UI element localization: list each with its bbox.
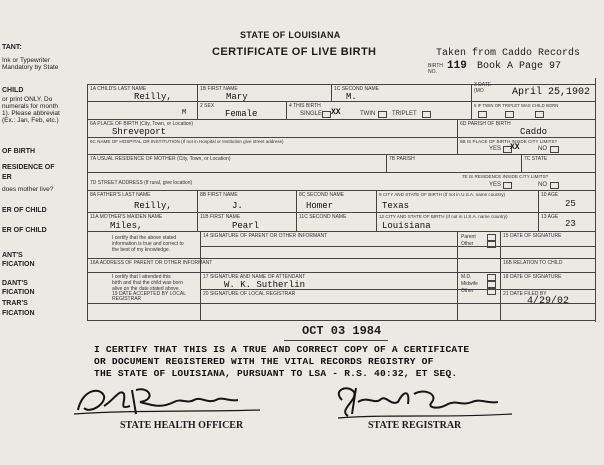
label-md: M.D. (461, 274, 472, 280)
mother-first-name: Pearl (232, 221, 260, 231)
rule (500, 231, 501, 320)
twin-box[interactable] (378, 111, 387, 118)
label-mother-second-name: 11C SECOND NAME (299, 214, 347, 220)
attend-line-2: birth and that the child was born (112, 280, 183, 286)
rule (197, 84, 198, 119)
rule (87, 119, 595, 120)
label-hospital: 6C NAME OF HOSPITAL OR INSTITUTION (If not in Hospital or Institution give street address) (90, 139, 284, 144)
date-stamp: OCT 03 1984 (302, 324, 382, 338)
label-twin-born: 5 IF TWIN OR TRIPLET WAS CHILD BORN (474, 103, 559, 108)
attendant-name: W. K. Sutherlin (224, 280, 306, 290)
rule (87, 231, 595, 232)
single-box[interactable] (322, 111, 331, 118)
city-no-box[interactable] (550, 146, 559, 153)
attend-line-1: I certify that I attended this (112, 274, 171, 280)
date-filed: 4/29/02 (527, 296, 570, 307)
health-officer-title: STATE HEALTH OFFICER (120, 420, 244, 431)
form-right-border (595, 78, 596, 322)
child-second-name: M. (346, 92, 357, 102)
margin-mother: ER OF CHILD (2, 227, 47, 234)
rule (538, 190, 539, 231)
label-mother-residence: 7A USUAL RESIDENCE OF MOTHER (City, Town, or Location) (90, 156, 231, 162)
birth-no-label: BIRTH NO. (428, 63, 443, 75)
label-informant-address: 16A ADDRESS OF PARENT OR OTHER INFORMANT (90, 260, 213, 266)
child-sex: Female (225, 109, 258, 119)
label-mother-first-name: 11B FIRST NAME (200, 214, 241, 220)
health-officer-signature (70, 380, 270, 422)
margin-important: TANT: (2, 44, 22, 51)
margin-er: ER (2, 174, 12, 181)
rule (200, 246, 595, 247)
label-parish-of-birth: 6D PARISH OF BIRTH (460, 121, 511, 127)
label-mother-birthplace: 12 CITY AND STATE OF BIRTH (If not in U.S.A. name country) (379, 214, 508, 219)
margin-registrar: TRAR'S (2, 300, 28, 307)
rule (87, 154, 595, 155)
label-parent: Parent (461, 234, 476, 240)
md-box[interactable] (487, 274, 496, 281)
mother-birthplace: Louisiana (382, 221, 431, 231)
label-res-no: NO (538, 182, 547, 188)
label-this-birth: 4 THIS BIRTH (289, 103, 321, 109)
label-date-filed: 21 DATE FILED BY (503, 291, 547, 297)
twin-third-box[interactable] (535, 111, 544, 118)
midwife-box[interactable] (487, 281, 496, 288)
father-age: 25 (565, 199, 576, 209)
other-box[interactable] (487, 241, 496, 248)
margin-attendant-fic: FICATION (2, 289, 35, 296)
margin-informant: ANT'S (2, 252, 23, 259)
label-father-age: 10 AGE (541, 192, 559, 198)
rule (471, 84, 472, 119)
label-other: Other (461, 241, 474, 247)
label-res-yes: YES (489, 182, 502, 188)
rule (87, 190, 595, 191)
child-first-name: Mary (226, 92, 248, 102)
margin-attendant: DANT'S (2, 280, 28, 287)
rule (521, 154, 522, 172)
rule (87, 303, 595, 304)
certify-line-2: information is true and correct to (112, 241, 184, 247)
city-limits-mark: XX (510, 143, 520, 152)
rule (286, 101, 287, 119)
label-other-attendant: Other (461, 288, 474, 294)
label-father-first-name: 8B FIRST NAME (200, 192, 238, 198)
label-month: (MO (474, 88, 484, 94)
margin-abbreviate: 1). Please abbreviat (2, 110, 60, 117)
certificate-title: CERTIFICATE OF LIVE BIRTH (212, 46, 377, 58)
margin-informant-fic: FICATION (2, 261, 35, 268)
birth-place: Shreveport (112, 127, 167, 137)
parent-box[interactable] (487, 234, 496, 241)
birth-no: 119 (447, 60, 467, 72)
margin-print: or print ONLY. Do (2, 96, 53, 103)
label-mother-age: 13 AGE (541, 214, 559, 220)
label-father-second-name: 8C SECOND NAME (299, 192, 345, 198)
single-mark: XX (331, 108, 341, 117)
mother-age: 23 (565, 219, 576, 229)
label-signature-attendant: 17 SIGNATURE AND NAME OF ATTENDANT (203, 274, 306, 280)
margin-of-birth: OF BIRTH (2, 148, 36, 155)
certification-line-3: THE STATE OF LOUISIANA, PURSUANT TO LSA - R.S. 40:32, ET SEQ. (94, 368, 458, 379)
label-relation: 16B RELATION TO CHILD (503, 260, 563, 266)
label-date-signature-2: 18 DATE OF SIGNATURE (503, 274, 562, 280)
sex-mark: M (182, 109, 187, 117)
res-yes-box[interactable] (503, 182, 512, 189)
birth-parish: Caddo (520, 127, 548, 137)
margin-ink: Ink or Typewriter (2, 57, 50, 64)
other-attendant-box[interactable] (487, 288, 496, 295)
label-street: 7D STREET ADDRESS (If rural, give location) (90, 180, 193, 186)
twin-first-box[interactable] (478, 111, 487, 118)
rule (457, 119, 458, 154)
label-sex: 2 SEX (200, 103, 215, 109)
rule (87, 272, 595, 273)
rule (296, 190, 297, 231)
label-child-last-name: 1A CHILD'S LAST NAME (90, 86, 147, 92)
stamp-underline (284, 340, 388, 341)
state-registrar-title: STATE REGISTRAR (368, 420, 462, 431)
label-parish: 7B PARISH (389, 156, 415, 162)
rule (197, 190, 198, 231)
margin-child: CHILD (2, 87, 24, 94)
margin-registrar-fic: FICATION (2, 310, 35, 317)
state-heading: STATE OF LOUISIANA (240, 30, 341, 40)
label-signature-local-registrar: 20 SIGNATURE OF LOCAL REGISTRAR (203, 291, 296, 297)
margin-mother-live: does mother live? (2, 186, 54, 193)
label-date: 3 DATE (474, 82, 492, 88)
label-twin: TWIN (360, 111, 376, 117)
rule (87, 172, 595, 173)
label-single: SINGLE (300, 111, 323, 117)
label-state: 7C STATE (524, 156, 548, 162)
label-date-accepted: 19 DATE ACCEPTED BY LOCAL REGISTRAR (112, 291, 186, 302)
label-no: NO (538, 146, 547, 152)
rule (457, 231, 458, 320)
father-birthplace: Texas (382, 201, 410, 211)
label-second-name: 1C SECOND NAME (334, 86, 380, 92)
certify-line-1: I certify that the above stated (112, 235, 177, 241)
certification-line-2: OR DOCUMENT REGISTERED WITH THE VITAL RECORDS REGISTRY OF (94, 356, 434, 367)
label-triplet: TRIPLET (392, 111, 417, 117)
label-place-of-birth: 6A PLACE OF BIRTH (City, Town, or Location) (90, 121, 194, 127)
attend-line-3: alive on the date stated above. (112, 286, 181, 292)
label-father-last-name: 8A FATHER'S LAST NAME (90, 192, 151, 198)
rule (200, 231, 201, 320)
label-mother-maiden: 11A MOTHER'S MAIDEN NAME (90, 214, 163, 220)
margin-example: (Ex.: Jan, Feb, etc.) (2, 117, 59, 124)
triplet-box[interactable] (422, 111, 431, 118)
label-midwife: Midwife (461, 281, 478, 287)
margin-mandatory: Mandatory by State (2, 64, 59, 71)
margin-numerals: numerals for month (2, 103, 58, 110)
rule (331, 84, 332, 101)
source-note: Taken from Caddo Records (436, 48, 581, 59)
mother-maiden-name: Miles, (110, 221, 143, 231)
res-no-box[interactable] (550, 182, 559, 189)
rule (386, 154, 387, 172)
label-date-signed: 15 DATE OF SIGNATURE (503, 233, 562, 239)
label-residence-inside: 7E IS RESIDENCE INSIDE CITY LIMITS? (462, 174, 549, 179)
twin-second-box[interactable] (505, 111, 514, 118)
label-first-name: 1B FIRST NAME (200, 86, 238, 92)
label-inside-city: 6B IS PLACE OF BIRTH INSIDE CITY LIMITS? (460, 139, 558, 144)
birth-date: April 25,1902 (512, 87, 591, 98)
label-signature-parent: 14 SIGNATURE OF PARENT OR OTHER INFORMANT (203, 233, 328, 239)
state-registrar-signature (328, 380, 518, 424)
rule (376, 190, 377, 231)
father-last-name: Reilly, (134, 201, 172, 211)
label-father-birthplace: 9 CITY AND STATE OF BIRTH (If not in U.S.A. name country) (379, 192, 506, 197)
certify-line-3: the best of my knowledge. (112, 247, 171, 253)
rule (87, 258, 595, 259)
label-yes: YES (489, 146, 502, 152)
book-page: Book A Page 97 (477, 61, 562, 72)
rule (87, 137, 595, 138)
rule (87, 212, 595, 213)
father-first-name: J. (232, 201, 243, 211)
child-last-name: Reilly, (134, 92, 172, 102)
margin-residence: RESIDENCE OF (2, 164, 55, 171)
rule (87, 84, 595, 85)
certification-line-1: I CERTIFY THAT THIS IS A TRUE AND CORRECT COPY OF A CERTIFICATE (94, 344, 470, 355)
margin-father: ER OF CHILD (2, 207, 47, 214)
father-second-name: Homer (306, 201, 334, 211)
rule (87, 320, 595, 321)
